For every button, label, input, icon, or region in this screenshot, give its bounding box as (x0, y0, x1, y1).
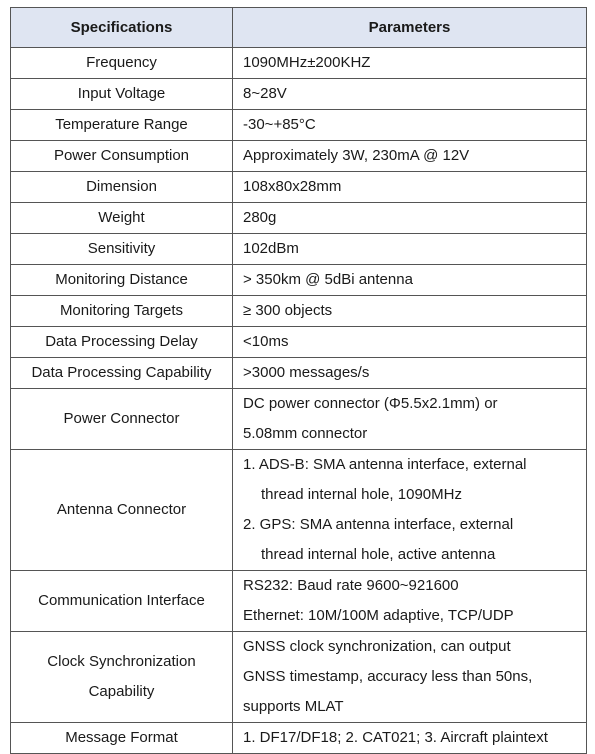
param-line: supports MLAT (243, 698, 344, 715)
param-data-processing-delay: <10ms (233, 327, 587, 358)
param-dimension: 108x80x28mm (233, 172, 587, 203)
table-row (11, 141, 587, 172)
table-row (11, 79, 587, 110)
spec-data-processing-capability: Data Processing Capability (11, 358, 233, 389)
spec-monitoring-targets: Monitoring Targets (11, 296, 233, 327)
param-frequency: 1090MHz±200KHZ (233, 48, 587, 79)
spec-antenna-connector: Antenna Connector (11, 450, 233, 571)
table-row (11, 296, 587, 327)
spec-dimension: Dimension (11, 172, 233, 203)
param-line: 1. ADS-B: SMA antenna interface, external (243, 456, 527, 473)
param-line: GNSS clock synchronization, can output (243, 638, 511, 655)
spec-clock-synchronization (11, 632, 233, 723)
header-parameters: Parameters (233, 8, 587, 48)
param-message-format: 1. DF17/DF18; 2. CAT021; 3. Aircraft plaintext (233, 723, 587, 754)
spec-input-voltage: Input Voltage (11, 79, 233, 110)
table-row (11, 389, 587, 450)
spec-temperature-range: Temperature Range (11, 110, 233, 141)
param-line: thread internal hole, active antenna (261, 546, 496, 563)
table-row (11, 234, 587, 265)
table-row (11, 203, 587, 234)
table-row (11, 450, 587, 571)
param-line: GNSS timestamp, accuracy less than 50ns, (243, 668, 533, 685)
spec-frequency: Frequency (11, 48, 233, 79)
param-input-voltage: 8~28V (233, 79, 587, 110)
param-weight: 280g (233, 203, 587, 234)
param-line: RS232: Baud rate 9600~921600 (243, 577, 459, 594)
param-sensitivity: 102dBm (233, 234, 587, 265)
param-line: DC power connector (Φ5.5x2.1mm) or (243, 395, 498, 412)
param-power-consumption: Approximately 3W, 230mA @ 12V (233, 141, 587, 172)
param-clock-synchronization (233, 632, 587, 723)
table-row (11, 48, 587, 79)
header-specifications: Specifications (11, 8, 233, 48)
param-antenna-connector (233, 450, 587, 571)
spec-message-format: Message Format (11, 723, 233, 754)
param-line: thread internal hole, 1090MHz (261, 486, 462, 503)
spec-power-consumption: Power Consumption (11, 141, 233, 172)
param-monitoring-distance: > 350km @ 5dBi antenna (233, 265, 587, 296)
spec-data-processing-delay: Data Processing Delay (11, 327, 233, 358)
param-line: Ethernet: 10M/100M adaptive, TCP/UDP (243, 607, 514, 624)
param-line: 5.08mm connector (243, 425, 368, 442)
table-header-row (11, 8, 587, 48)
spec-line: Clock Synchronization (47, 653, 196, 670)
table-row (11, 265, 587, 296)
param-temperature-range: -30~+85°C (233, 110, 587, 141)
param-data-processing-capability: >3000 messages/s (233, 358, 587, 389)
table-row (11, 327, 587, 358)
spec-monitoring-distance: Monitoring Distance (11, 265, 233, 296)
specifications-table (10, 7, 587, 754)
table-row (11, 571, 587, 632)
param-communication-interface (233, 571, 587, 632)
param-monitoring-targets: ≥ 300 objects (233, 296, 587, 327)
spec-sensitivity: Sensitivity (11, 234, 233, 265)
param-line: 2. GPS: SMA antenna interface, external (243, 516, 514, 533)
spec-power-connector: Power Connector (11, 389, 233, 450)
table-row (11, 110, 587, 141)
table-row (11, 632, 587, 723)
table-row (11, 723, 587, 754)
table-row (11, 358, 587, 389)
spec-communication-interface: Communication Interface (11, 571, 233, 632)
param-power-connector (233, 389, 587, 450)
table-row (11, 172, 587, 203)
spec-line: Capability (88, 683, 155, 700)
spec-weight: Weight (11, 203, 233, 234)
